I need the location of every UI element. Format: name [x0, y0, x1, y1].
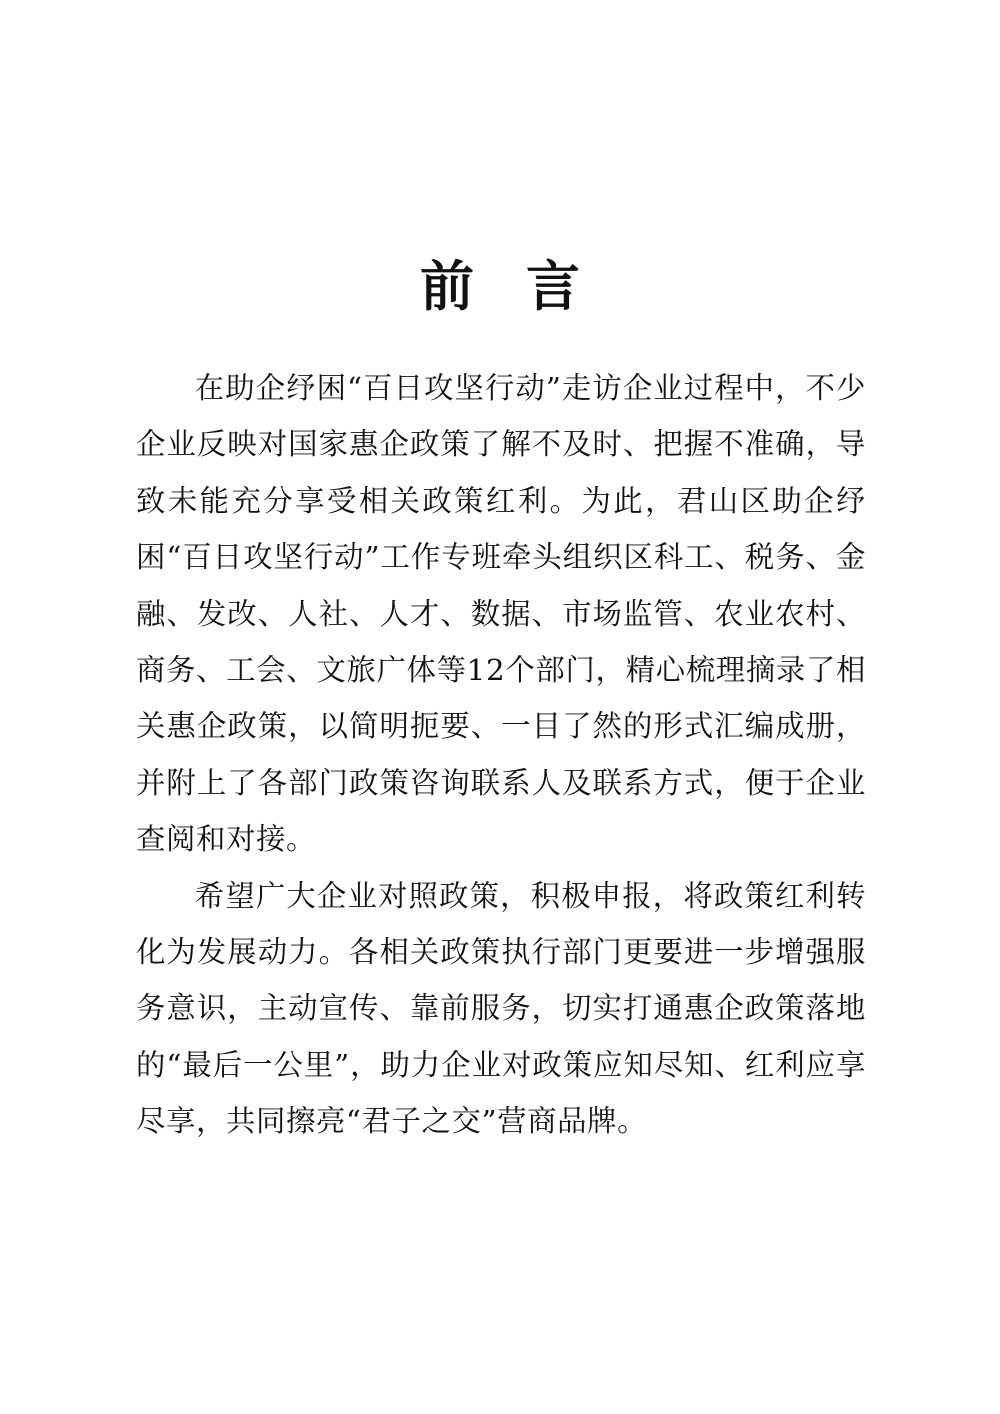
title-char-1: 前: [420, 255, 474, 319]
title-char-2: 言: [526, 255, 580, 319]
page-title: [0, 254, 1000, 320]
paragraph-2: 希望广大企业对照政策，积极申报，将政策红利转化为发展动力。各相关政策执行部门更要进一步增强服务意识，主动宣传、靠前服务，切实打通惠企政策落地的“最后一公里”，助力企业对政策应知尽知、红利应享尽享，共同擦亮“君子之交”营商品牌。: [136, 878, 866, 1139]
body-text: [136, 360, 866, 1150]
paragraph-1: 在助企纾困“百日攻坚行动”走访企业过程中，不少企业反映对国家惠企政策了解不及时、把握不准确，导致未能充分享受相关政策红利。为此，君山区助企纾困“百日攻坚行动”工作专班牵头组织区科工、税务、金融、发改、人社、人才、数据、市场监管、农业农村、商务、工会、文旅广体等12个部门，精心梳理摘录了相关惠企政策，以简明扼要、一目了然的形式汇编成册，并附上了各部门政策咨询联系人及联系方式，便于企业查阅和对接。: [136, 371, 866, 857]
